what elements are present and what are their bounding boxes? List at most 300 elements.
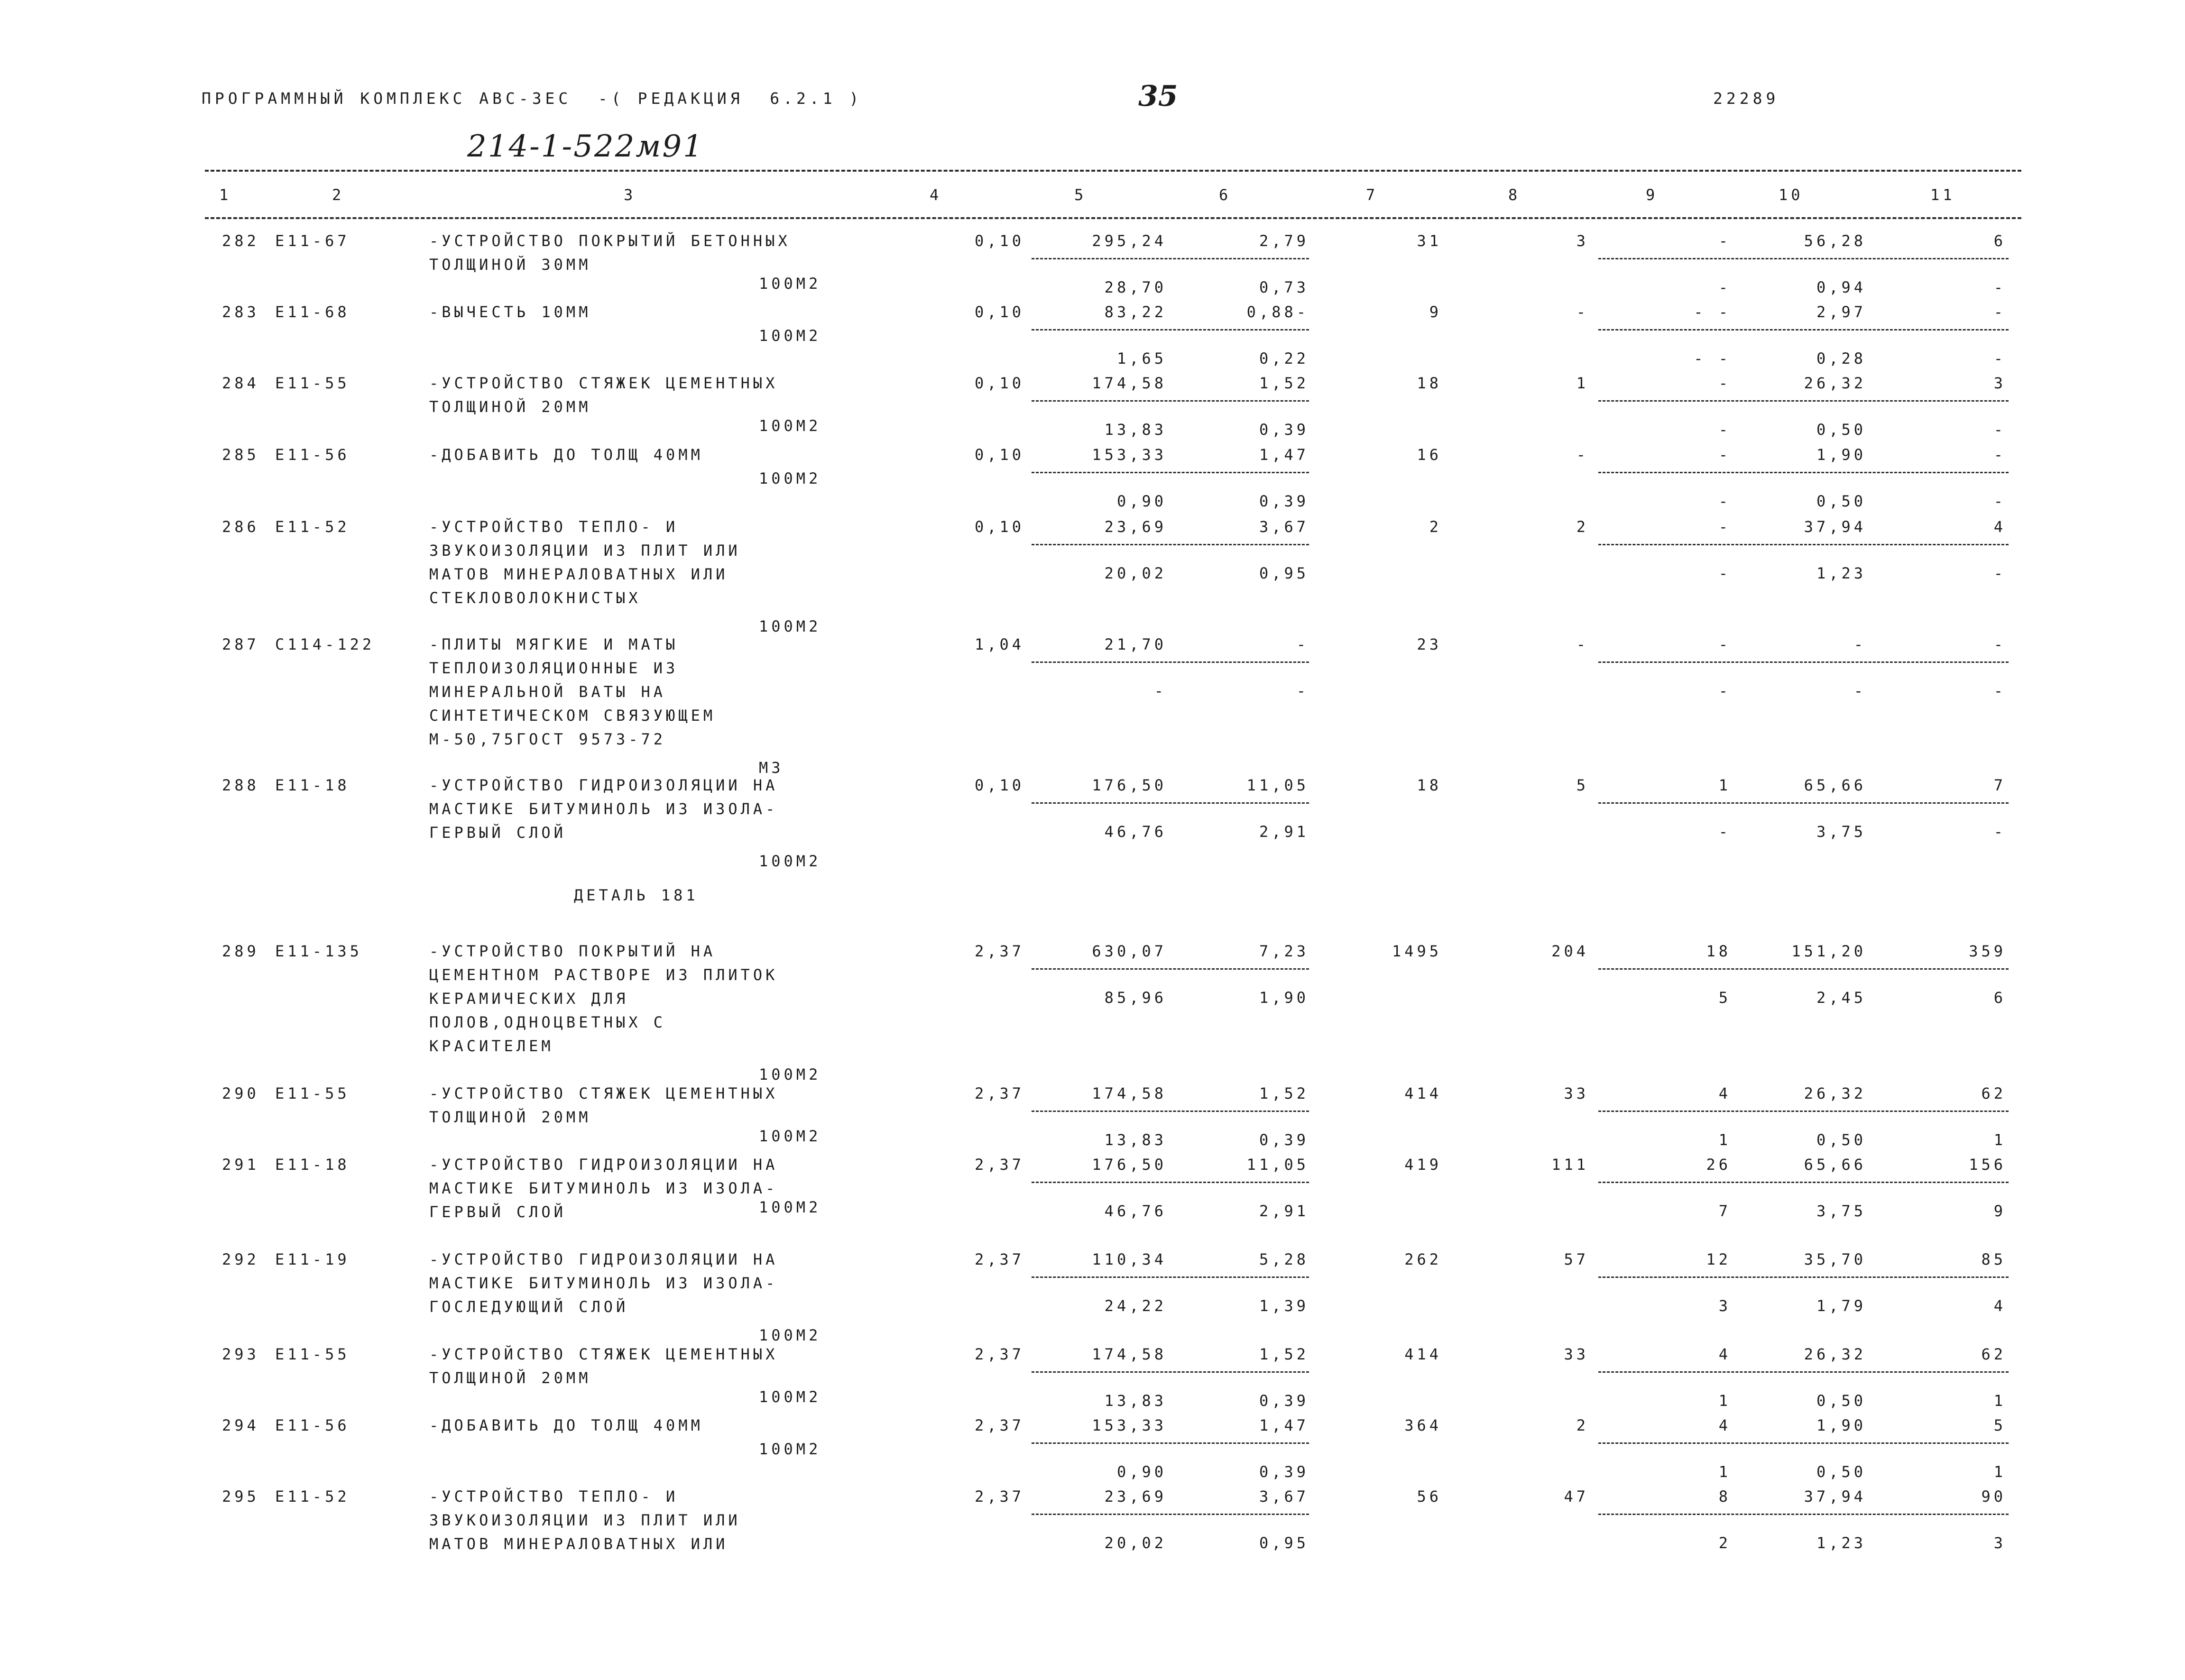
col5-6-subrule [1032, 1442, 1309, 1444]
row-description-line: СТЕКЛОВОЛОКНИСТЫХ [429, 589, 641, 607]
row-col10-sub: 0,50 [1816, 1463, 1866, 1481]
row-col11-top: 156 [1969, 1156, 2006, 1174]
document-number: 22289 [1713, 89, 1779, 108]
row-description-line: ПОЛОВ,ОДНОЦВЕТНЫХ С [429, 1013, 666, 1031]
row-col9-sub: - [1718, 682, 1731, 700]
row-col10-sub: 1,23 [1816, 1534, 1866, 1552]
row-col10-sub: 0,50 [1816, 492, 1866, 510]
row-description-line: ГОСЛЕДУЮЩИЙ СЛОЙ [429, 1298, 629, 1316]
row-col7: 9 [1429, 303, 1442, 321]
row-unit: 100М2 [759, 327, 821, 345]
row-col8: 3 [1576, 232, 1589, 250]
row-description-line: -УСТРОЙСТВО СТЯЖЕК ЦЕМЕНТНЫХ [429, 1345, 778, 1363]
row-col6-sub: 0,95 [1259, 564, 1309, 582]
row-col9-top: 12 [1706, 1250, 1731, 1268]
row-col7: 364 [1404, 1416, 1442, 1434]
row-description-line: -УСТРОЙСТВО СТЯЖЕК ЦЕМЕНТНЫХ [429, 374, 778, 392]
col5-6-subrule [1032, 400, 1309, 402]
row-col8: - [1576, 303, 1589, 321]
col5-6-subrule [1032, 1111, 1309, 1112]
row-col6-sub: 1,39 [1259, 1297, 1309, 1315]
row-col10-top: 65,66 [1804, 776, 1866, 794]
row-description-line: ГЕРВЫЙ СЛОЙ [429, 1203, 566, 1221]
row-col9-sub: - - [1694, 349, 1731, 367]
row-col7: 414 [1404, 1084, 1442, 1102]
row-col11-sub: 6 [1993, 989, 2006, 1007]
section-title: ДЕТАЛЬ 181 [574, 886, 699, 904]
row-code: Е11-18 [275, 776, 350, 794]
row-col9-sub: 1 [1718, 1463, 1731, 1481]
row-description-line: -УСТРОЙСТВО ГИДРОИЗОЛЯЦИИ НА [429, 1156, 778, 1174]
row-code: Е11-55 [275, 1345, 350, 1363]
row-number: 290 [222, 1084, 259, 1102]
row-col6-total: 11,05 [1246, 1156, 1309, 1174]
row-col7: 16 [1417, 446, 1442, 464]
row-col9-top: 4 [1718, 1416, 1731, 1434]
row-col8: 33 [1564, 1084, 1589, 1102]
row-unit: 100М2 [759, 1440, 821, 1458]
row-col10-top: 56,28 [1804, 232, 1866, 250]
row-col5-sub: 13,83 [1104, 1392, 1167, 1410]
row-number: 284 [222, 374, 259, 392]
row-col8: - [1576, 446, 1589, 464]
column-header-7: 7 [1366, 186, 1379, 204]
row-col9-top: 26 [1706, 1156, 1731, 1174]
row-col10-sub: 1,23 [1816, 564, 1866, 582]
col9-11-subrule [1598, 258, 2009, 259]
row-col7: 1495 [1392, 942, 1442, 960]
row-unit: 100М2 [759, 1388, 821, 1406]
row-col6-sub: 0,39 [1259, 492, 1309, 510]
row-col6-sub: 0,39 [1259, 1392, 1309, 1410]
row-col8: 2 [1576, 1416, 1589, 1434]
row-unit: М3 [759, 759, 784, 777]
col5-6-subrule [1032, 1371, 1309, 1373]
row-col6-sub: 0,39 [1259, 1131, 1309, 1149]
row-code: Е11-55 [275, 1084, 350, 1102]
row-col11-top: 4 [1993, 518, 2006, 536]
row-unit: 100М2 [759, 1127, 821, 1145]
row-description-line: МАСТИКЕ БИТУМИНОЛЬ ИЗ ИЗОЛА- [429, 1179, 778, 1197]
row-description-line: ТОЛЩИНОЙ 20ММ [429, 1108, 591, 1126]
row-col5-total: 23,69 [1104, 1487, 1167, 1506]
row-col8: - [1576, 635, 1589, 653]
row-col11-top: - [1993, 303, 2006, 321]
row-unit: 100М2 [759, 469, 821, 487]
row-col6-sub: 0,95 [1259, 1534, 1309, 1552]
row-col8: 57 [1564, 1250, 1589, 1268]
col9-11-subrule [1598, 1276, 2009, 1278]
row-quantity: 2,37 [974, 1250, 1024, 1268]
row-col11-sub: 1 [1993, 1131, 2006, 1149]
row-description-line: МАТОВ МИНЕРАЛОВАТНЫХ ИЛИ [429, 565, 728, 583]
row-description-line: КЕРАМИЧЕСКИХ ДЛЯ [429, 990, 629, 1008]
row-code: Е11-56 [275, 446, 350, 464]
row-unit: 100М2 [759, 852, 821, 870]
program-header: ПРОГРАММНЫЙ КОМПЛЕКС АВС-3ЕС -( РЕДАКЦИЯ 6.2.1 ) [202, 89, 863, 108]
row-description-line: -УСТРОЙСТВО ПОКРЫТИЙ БЕТОННЫХ [429, 232, 791, 250]
page-number: 35 [1138, 80, 1178, 113]
row-col9-top: - [1718, 232, 1731, 250]
row-col9-sub: 2 [1718, 1534, 1731, 1552]
row-col6-sub: - [1296, 682, 1309, 700]
row-code: С114-122 [275, 635, 375, 653]
row-col10-sub: 2,45 [1816, 989, 1866, 1007]
row-col11-top: 6 [1993, 232, 2006, 250]
row-quantity: 2,37 [974, 1416, 1024, 1434]
handwritten-project-code: 214-1-522м91 [467, 129, 704, 164]
col5-6-subrule [1032, 1514, 1309, 1515]
row-description-line: -ВЫЧЕСТЬ 10ММ [429, 303, 591, 321]
row-unit: 100М2 [759, 275, 821, 293]
row-col6-sub: 0,22 [1259, 349, 1309, 367]
row-quantity: 2,37 [974, 1084, 1024, 1102]
row-col6-total: 1,47 [1259, 1416, 1309, 1434]
row-col9-top: - [1718, 635, 1731, 653]
col5-6-subrule [1032, 544, 1309, 545]
column-header-3: 3 [624, 186, 636, 204]
row-col11-sub: - [1993, 278, 2006, 296]
row-col10-top: 65,66 [1804, 1156, 1866, 1174]
row-description-line: ГЕРВЫЙ СЛОЙ [429, 824, 566, 842]
row-unit: 100М2 [759, 1198, 821, 1216]
row-number: 289 [222, 942, 259, 960]
row-col5-sub: 85,96 [1104, 989, 1167, 1007]
row-quantity: 0,10 [974, 518, 1024, 536]
row-col9-sub: - [1718, 564, 1731, 582]
row-number: 286 [222, 518, 259, 536]
row-col9-sub: 7 [1718, 1202, 1731, 1220]
row-col10-sub: - [1853, 682, 1866, 700]
row-quantity: 2,37 [974, 942, 1024, 960]
column-header-11: 11 [1930, 186, 1955, 204]
row-col10-top: - [1853, 635, 1866, 653]
col5-6-subrule [1032, 472, 1309, 473]
col9-11-subrule [1598, 661, 2009, 663]
row-col11-sub: 3 [1993, 1534, 2006, 1552]
row-col11-top: - [1993, 635, 2006, 653]
col5-6-subrule [1032, 258, 1309, 259]
col5-6-subrule [1032, 802, 1309, 804]
row-description-line: ЗВУКОИЗОЛЯЦИИ ИЗ ПЛИТ ИЛИ [429, 1511, 741, 1529]
row-col11-top: 62 [1981, 1084, 2006, 1102]
row-quantity: 2,37 [974, 1345, 1024, 1363]
row-number: 285 [222, 446, 259, 464]
row-description-line: ЗВУКОИЗОЛЯЦИИ ИЗ ПЛИТ ИЛИ [429, 542, 741, 560]
row-col10-sub: 0,50 [1816, 1392, 1866, 1410]
row-col10-sub: 0,28 [1816, 349, 1866, 367]
row-col9-top: 4 [1718, 1084, 1731, 1102]
col9-11-subrule [1598, 1514, 2009, 1515]
row-code: Е11-68 [275, 303, 350, 321]
column-header-1: 1 [219, 186, 232, 204]
column-header-4: 4 [930, 186, 942, 204]
row-col5-sub: 24,22 [1104, 1297, 1167, 1315]
row-unit: 100М2 [759, 417, 821, 435]
row-col7: 262 [1404, 1250, 1442, 1268]
row-quantity: 0,10 [974, 232, 1024, 250]
row-quantity: 2,37 [974, 1156, 1024, 1174]
row-col8: 2 [1576, 518, 1589, 536]
row-number: 295 [222, 1487, 259, 1506]
col9-11-subrule [1598, 472, 2009, 473]
row-col5-total: 174,58 [1092, 374, 1167, 392]
row-col11-sub: - [1993, 421, 2006, 439]
row-col6-total: 11,05 [1246, 776, 1309, 794]
row-col7: 18 [1417, 776, 1442, 794]
row-description-line: ТОЛЩИНОЙ 20ММ [429, 1369, 591, 1387]
row-description-line: -ПЛИТЫ МЯГКИЕ И МАТЫ [429, 635, 679, 653]
row-number: 292 [222, 1250, 259, 1268]
row-quantity: 0,10 [974, 374, 1024, 392]
row-col6-sub: 0,73 [1259, 278, 1309, 296]
row-col5-sub: 46,76 [1104, 1202, 1167, 1220]
row-description-line: -УСТРОЙСТВО ГИДРОИЗОЛЯЦИИ НА [429, 1250, 778, 1268]
col9-11-subrule [1598, 968, 2009, 970]
row-col7: 2 [1429, 518, 1442, 536]
row-col5-sub: 28,70 [1104, 278, 1167, 296]
header-top-rule [205, 170, 2021, 172]
row-col9-sub: - [1718, 421, 1731, 439]
row-col5-total: 176,50 [1092, 776, 1167, 794]
row-col6-total: 3,67 [1259, 1487, 1309, 1506]
row-col5-total: 21,70 [1104, 635, 1167, 653]
row-col10-top: 1,90 [1816, 1416, 1866, 1434]
row-col5-total: 295,24 [1092, 232, 1167, 250]
col5-6-subrule [1032, 1182, 1309, 1183]
row-col6-total: 7,23 [1259, 942, 1309, 960]
row-col6-total: 3,67 [1259, 518, 1309, 536]
row-col10-top: 35,70 [1804, 1250, 1866, 1268]
row-col9-top: - [1718, 374, 1731, 392]
row-description-line: -УСТРОЙСТВО СТЯЖЕК ЦЕМЕНТНЫХ [429, 1084, 778, 1102]
row-col10-top: 26,32 [1804, 1084, 1866, 1102]
row-col5-sub: - [1154, 682, 1167, 700]
row-col8: 33 [1564, 1345, 1589, 1363]
col5-6-subrule [1032, 968, 1309, 970]
row-col9-sub: 1 [1718, 1131, 1731, 1149]
row-col7: 23 [1417, 635, 1442, 653]
column-header-5: 5 [1074, 186, 1087, 204]
row-unit: 100М2 [759, 617, 821, 635]
col9-11-subrule [1598, 544, 2009, 545]
row-col9-top: - - [1694, 303, 1731, 321]
row-code: Е11-52 [275, 518, 350, 536]
row-col8: 204 [1551, 942, 1589, 960]
row-col6-sub: 2,91 [1259, 823, 1309, 841]
row-code: Е11-55 [275, 374, 350, 392]
row-description-line: -УСТРОЙСТВО ТЕПЛО- И [429, 1487, 679, 1506]
row-col6-sub: 0,39 [1259, 421, 1309, 439]
row-col5-sub: 46,76 [1104, 823, 1167, 841]
row-col11-sub: - [1993, 564, 2006, 582]
row-col10-top: 37,94 [1804, 1487, 1866, 1506]
row-col5-total: 153,33 [1092, 1416, 1167, 1434]
column-header-9: 9 [1646, 186, 1659, 204]
row-description-line: -УСТРОЙСТВО ГИДРОИЗОЛЯЦИИ НА [429, 776, 778, 794]
row-col11-sub: - [1993, 682, 2006, 700]
row-unit: 100М2 [759, 1065, 821, 1083]
row-description-line: М-50,75ГОСТ 9573-72 [429, 730, 666, 748]
row-description-line: ЦЕМЕНТНОМ РАСТВОРЕ ИЗ ПЛИТОК [429, 966, 778, 984]
row-quantity: 0,10 [974, 776, 1024, 794]
col9-11-subrule [1598, 400, 2009, 402]
row-description-line: МАТОВ МИНЕРАЛОВАТНЫХ ИЛИ [429, 1535, 728, 1553]
col9-11-subrule [1598, 1111, 2009, 1112]
row-col9-sub: 5 [1718, 989, 1731, 1007]
row-col5-sub: 20,02 [1104, 564, 1167, 582]
row-col10-sub: 0,50 [1816, 421, 1866, 439]
column-header-2: 2 [332, 186, 345, 204]
row-col6-total: 1,52 [1259, 1345, 1309, 1363]
row-col6-sub: 0,39 [1259, 1463, 1309, 1481]
row-col6-total: 5,28 [1259, 1250, 1309, 1268]
row-col6-total: 1,52 [1259, 1084, 1309, 1102]
row-number: 283 [222, 303, 259, 321]
row-col5-total: 83,22 [1104, 303, 1167, 321]
row-col6-total: 0,88- [1246, 303, 1309, 321]
row-description-line: КРАСИТЕЛЕМ [429, 1037, 554, 1055]
row-col11-sub: 1 [1993, 1392, 2006, 1410]
row-description-line: ТЕПЛОИЗОЛЯЦИОННЫЕ ИЗ [429, 659, 679, 677]
row-col7: 56 [1417, 1487, 1442, 1506]
row-col9-top: 8 [1718, 1487, 1731, 1506]
row-col11-sub: - [1993, 492, 2006, 510]
row-col10-sub: 0,94 [1816, 278, 1866, 296]
row-col9-sub: - [1718, 823, 1731, 841]
row-code: Е11-67 [275, 232, 350, 250]
row-col10-top: 26,32 [1804, 1345, 1866, 1363]
row-col10-top: 26,32 [1804, 374, 1866, 392]
row-col5-sub: 1,65 [1116, 349, 1167, 367]
row-col5-total: 174,58 [1092, 1345, 1167, 1363]
row-quantity: 0,10 [974, 446, 1024, 464]
row-col11-top: 85 [1981, 1250, 2006, 1268]
row-code: Е11-56 [275, 1416, 350, 1434]
row-quantity: 2,37 [974, 1487, 1024, 1506]
row-col7: 414 [1404, 1345, 1442, 1363]
row-col5-total: 110,34 [1092, 1250, 1167, 1268]
row-number: 287 [222, 635, 259, 653]
row-col6-total: 1,52 [1259, 374, 1309, 392]
row-code: Е11-52 [275, 1487, 350, 1506]
row-col6-total: - [1296, 635, 1309, 653]
row-col8: 1 [1576, 374, 1589, 392]
row-col11-top: 5 [1993, 1416, 2006, 1434]
row-unit: 100М2 [759, 1326, 821, 1344]
row-col5-total: 153,33 [1092, 446, 1167, 464]
row-description-line: -УСТРОЙСТВО ТЕПЛО- И [429, 518, 679, 536]
row-number: 293 [222, 1345, 259, 1363]
row-col11-top: 62 [1981, 1345, 2006, 1363]
row-col10-sub: 0,50 [1816, 1131, 1866, 1149]
row-col10-top: 2,97 [1816, 303, 1866, 321]
row-col6-total: 1,47 [1259, 446, 1309, 464]
row-col9-sub: - [1718, 278, 1731, 296]
row-col6-sub: 1,90 [1259, 989, 1309, 1007]
row-col10-sub: 3,75 [1816, 823, 1866, 841]
row-col9-top: 4 [1718, 1345, 1731, 1363]
row-col5-total: 630,07 [1092, 942, 1167, 960]
col9-11-subrule [1598, 1182, 2009, 1183]
row-description-line: МИНЕРАЛЬНОЙ ВАТЫ НА [429, 683, 666, 701]
row-description-line: -ДОБАВИТЬ ДО ТОЛЩ 40ММ [429, 1416, 703, 1434]
row-col5-total: 176,50 [1092, 1156, 1167, 1174]
column-header-10: 10 [1779, 186, 1804, 204]
row-col5-total: 23,69 [1104, 518, 1167, 536]
row-col7: 31 [1417, 232, 1442, 250]
row-col9-top: 1 [1718, 776, 1731, 794]
row-col7: 18 [1417, 374, 1442, 392]
row-col11-top: 3 [1993, 374, 2006, 392]
row-col5-sub: 13,83 [1104, 1131, 1167, 1149]
row-description-line: ТОЛЩИНОЙ 20ММ [429, 398, 591, 416]
row-col10-sub: 3,75 [1816, 1202, 1866, 1220]
row-col11-top: 359 [1969, 942, 2006, 960]
col9-11-subrule [1598, 802, 2009, 804]
row-description-line: СИНТЕТИЧЕСКОМ СВЯЗУЮЩЕМ [429, 707, 716, 725]
row-col9-top: - [1718, 518, 1731, 536]
header-bottom-rule [205, 217, 2021, 219]
row-col11-sub: - [1993, 349, 2006, 367]
row-col9-top: - [1718, 446, 1731, 464]
row-col5-sub: 0,90 [1116, 492, 1167, 510]
row-number: 291 [222, 1156, 259, 1174]
row-col10-top: 37,94 [1804, 518, 1866, 536]
row-code: Е11-18 [275, 1156, 350, 1174]
col5-6-subrule [1032, 1276, 1309, 1278]
row-col11-sub: 4 [1993, 1297, 2006, 1315]
row-col11-top: - [1993, 446, 2006, 464]
row-col9-sub: - [1718, 492, 1731, 510]
row-quantity: 0,10 [974, 303, 1024, 321]
row-col5-sub: 0,90 [1116, 1463, 1167, 1481]
row-col6-total: 2,79 [1259, 232, 1309, 250]
row-description-line: МАСТИКЕ БИТУМИНОЛЬ ИЗ ИЗОЛА- [429, 800, 778, 818]
row-col5-sub: 20,02 [1104, 1534, 1167, 1552]
row-col10-top: 151,20 [1791, 942, 1866, 960]
row-number: 294 [222, 1416, 259, 1434]
row-col6-sub: 2,91 [1259, 1202, 1309, 1220]
row-col8: 5 [1576, 776, 1589, 794]
col9-11-subrule [1598, 1442, 2009, 1444]
row-description-line: МАСТИКЕ БИТУМИНОЛЬ ИЗ ИЗОЛА- [429, 1274, 778, 1292]
row-code: Е11-19 [275, 1250, 350, 1268]
row-col9-sub: 3 [1718, 1297, 1731, 1315]
row-col11-sub: 9 [1993, 1202, 2006, 1220]
row-col11-sub: - [1993, 823, 2006, 841]
row-col11-sub: 1 [1993, 1463, 2006, 1481]
column-header-6: 6 [1219, 186, 1232, 204]
row-col9-sub: 1 [1718, 1392, 1731, 1410]
row-col10-top: 1,90 [1816, 446, 1866, 464]
row-number: 288 [222, 776, 259, 794]
row-description-line: -ДОБАВИТЬ ДО ТОЛЩ 40ММ [429, 446, 703, 464]
row-col8: 111 [1551, 1156, 1589, 1174]
row-col5-sub: 13,83 [1104, 421, 1167, 439]
col9-11-subrule [1598, 329, 2009, 330]
row-col11-top: 7 [1993, 776, 2006, 794]
col9-11-subrule [1598, 1371, 2009, 1373]
row-number: 282 [222, 232, 259, 250]
row-col10-sub: 1,79 [1816, 1297, 1866, 1315]
row-quantity: 1,04 [974, 635, 1024, 653]
row-col8: 47 [1564, 1487, 1589, 1506]
row-col9-top: 18 [1706, 942, 1731, 960]
col5-6-subrule [1032, 661, 1309, 663]
column-header-8: 8 [1508, 186, 1521, 204]
col5-6-subrule [1032, 329, 1309, 330]
